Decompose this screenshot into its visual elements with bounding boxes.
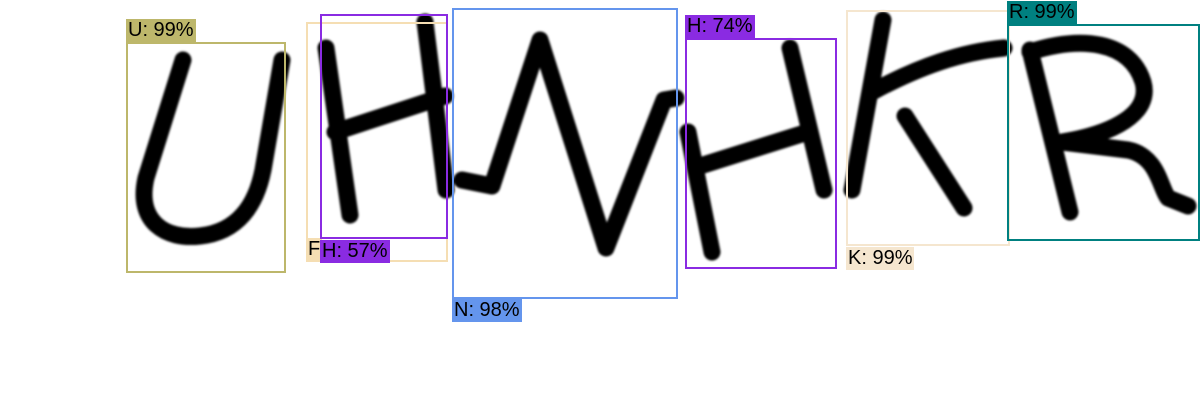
label-r: R: 99% (1009, 1, 1075, 23)
label-n: N: 98% (454, 299, 520, 321)
label-k: K: 99% (848, 247, 913, 269)
label-h2: H: 74% (687, 15, 753, 37)
box-n (452, 8, 678, 299)
box-u (126, 42, 286, 273)
label-h1: H: 57% (322, 240, 388, 262)
label-u: U: 99% (128, 19, 194, 41)
box-h1 (320, 14, 448, 239)
box-h2 (685, 38, 837, 269)
box-k (846, 10, 1010, 246)
label-f: F (308, 238, 321, 260)
box-r (1007, 24, 1200, 241)
